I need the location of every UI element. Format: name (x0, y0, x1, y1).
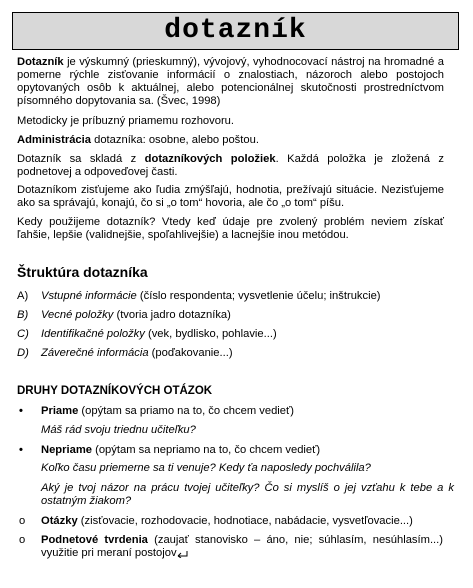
structure-item (17, 309, 457, 322)
bullet-mark: • (19, 444, 23, 456)
bullet-mark: o (19, 534, 26, 546)
item-desc: (poďakovanie...) (148, 347, 233, 359)
questions-text: (zisťovacie, rozhodovacie, hodnotiace, nabádacie, vysvetľovacie...) (77, 515, 413, 527)
structure-item (17, 328, 457, 341)
item-desc: (tvoria jadro dotazníka) (113, 309, 231, 321)
definition-paragraph (17, 56, 444, 108)
questions-term: Otázky (41, 515, 78, 527)
items-text-a: Dotazník sa skladá z (17, 153, 145, 165)
paragraph-when: Kedy použijeme dotazník? Vtedy keď údaje pre zvolený problém neviem získať ľahšie, lepšie (validnejšie, spoľahlivejšie) a lacnejšie inou metódou. (17, 216, 444, 241)
item-mark: C) (17, 328, 29, 340)
bullet-mark: • (19, 405, 23, 417)
title-banner (12, 12, 459, 50)
item-mark: B) (17, 309, 29, 321)
item-title: Identifikačné položky (41, 328, 145, 340)
direct-term: Priame (41, 405, 79, 417)
indirect-example-2: Aký je tvoj názor na prácu tvojej učiteľky? Čo si myslíš o jej vzťahu k tebe a k ostatným žiakom? (41, 482, 454, 507)
item-title: Vstupné informácie (41, 290, 137, 302)
direct-example: Máš rád svoju triednu učiteľku? (41, 424, 196, 436)
direct-text: (opýtam sa priamo na to, čo chcem vedieť) (78, 405, 294, 417)
paragraph-administration (17, 134, 444, 147)
statements-term: Podnetové tvrdenia (41, 534, 148, 546)
paragraph-items (17, 153, 444, 179)
administration-text: dotazníka: osobne, alebo poštou. (91, 134, 259, 146)
indirect-text: (opýtam sa nepriamo na to, čo chcem vedieť) (92, 444, 321, 456)
item-mark: A) (17, 290, 29, 302)
paragraph-method: Metodicky je príbuzný priamemu rozhovoru. (17, 115, 235, 127)
question-types-heading: DRUHY DOTAZNÍKOVÝCH OTÁZOK (17, 385, 213, 397)
definition-text: je výskumný (prieskumný), vývojový, vyhodnocovací nástroj na hromadné a pomerne rýchle zisťovanie informácií o znalostiach, názoroch alebo postojoch opytovaných osôb k aktuálnej, alebo potencionálnej skutočnosti prostredníctvom písomného dopytovania sa. (Švec, 1998) (17, 56, 444, 107)
item-desc: (číslo respondenta; vysvetlenie účelu; inštrukcie) (136, 290, 381, 302)
bullet-mark: o (19, 515, 26, 527)
indirect-example-1: Koľko času priemerne sa ti venuje? Kedy ťa naposledy pochválila? (41, 462, 371, 474)
item-mark: D) (17, 347, 29, 359)
item-title: Záverečné informácia (41, 347, 149, 359)
items-term: dotazníkových položiek (144, 153, 276, 165)
return-arrow-icon (177, 549, 189, 558)
structure-item (17, 347, 457, 360)
structure-item (17, 290, 457, 303)
administration-term: Administrácia (17, 134, 91, 146)
structure-heading: Štruktúra dotazníka (17, 264, 148, 280)
definition-term: Dotazník (17, 56, 64, 68)
items-text-c: . Každá položka je zložená z podnetovej a odpoveďovej časti. (17, 153, 444, 178)
page-title: dotazník (164, 15, 307, 46)
paragraph-purpose: Dotazníkom zisťujeme ako ľudia zmýšľajú, hodnotia, prežívajú situácie. Nezisťujeme ako sa správajú, konajú, čo si „o tom“ hovoria, ale čo „o tom“ píšu. (17, 184, 444, 209)
indirect-term: Nepriame (41, 444, 92, 456)
statements-text: (zaujať stanovisko – áno, nie; súhlasím, nesúhlasím...) využitie pri meraní postojov (41, 534, 443, 559)
item-desc: (vek, bydlisko, pohlavie...) (144, 328, 277, 340)
item-title: Vecné položky (41, 309, 114, 321)
